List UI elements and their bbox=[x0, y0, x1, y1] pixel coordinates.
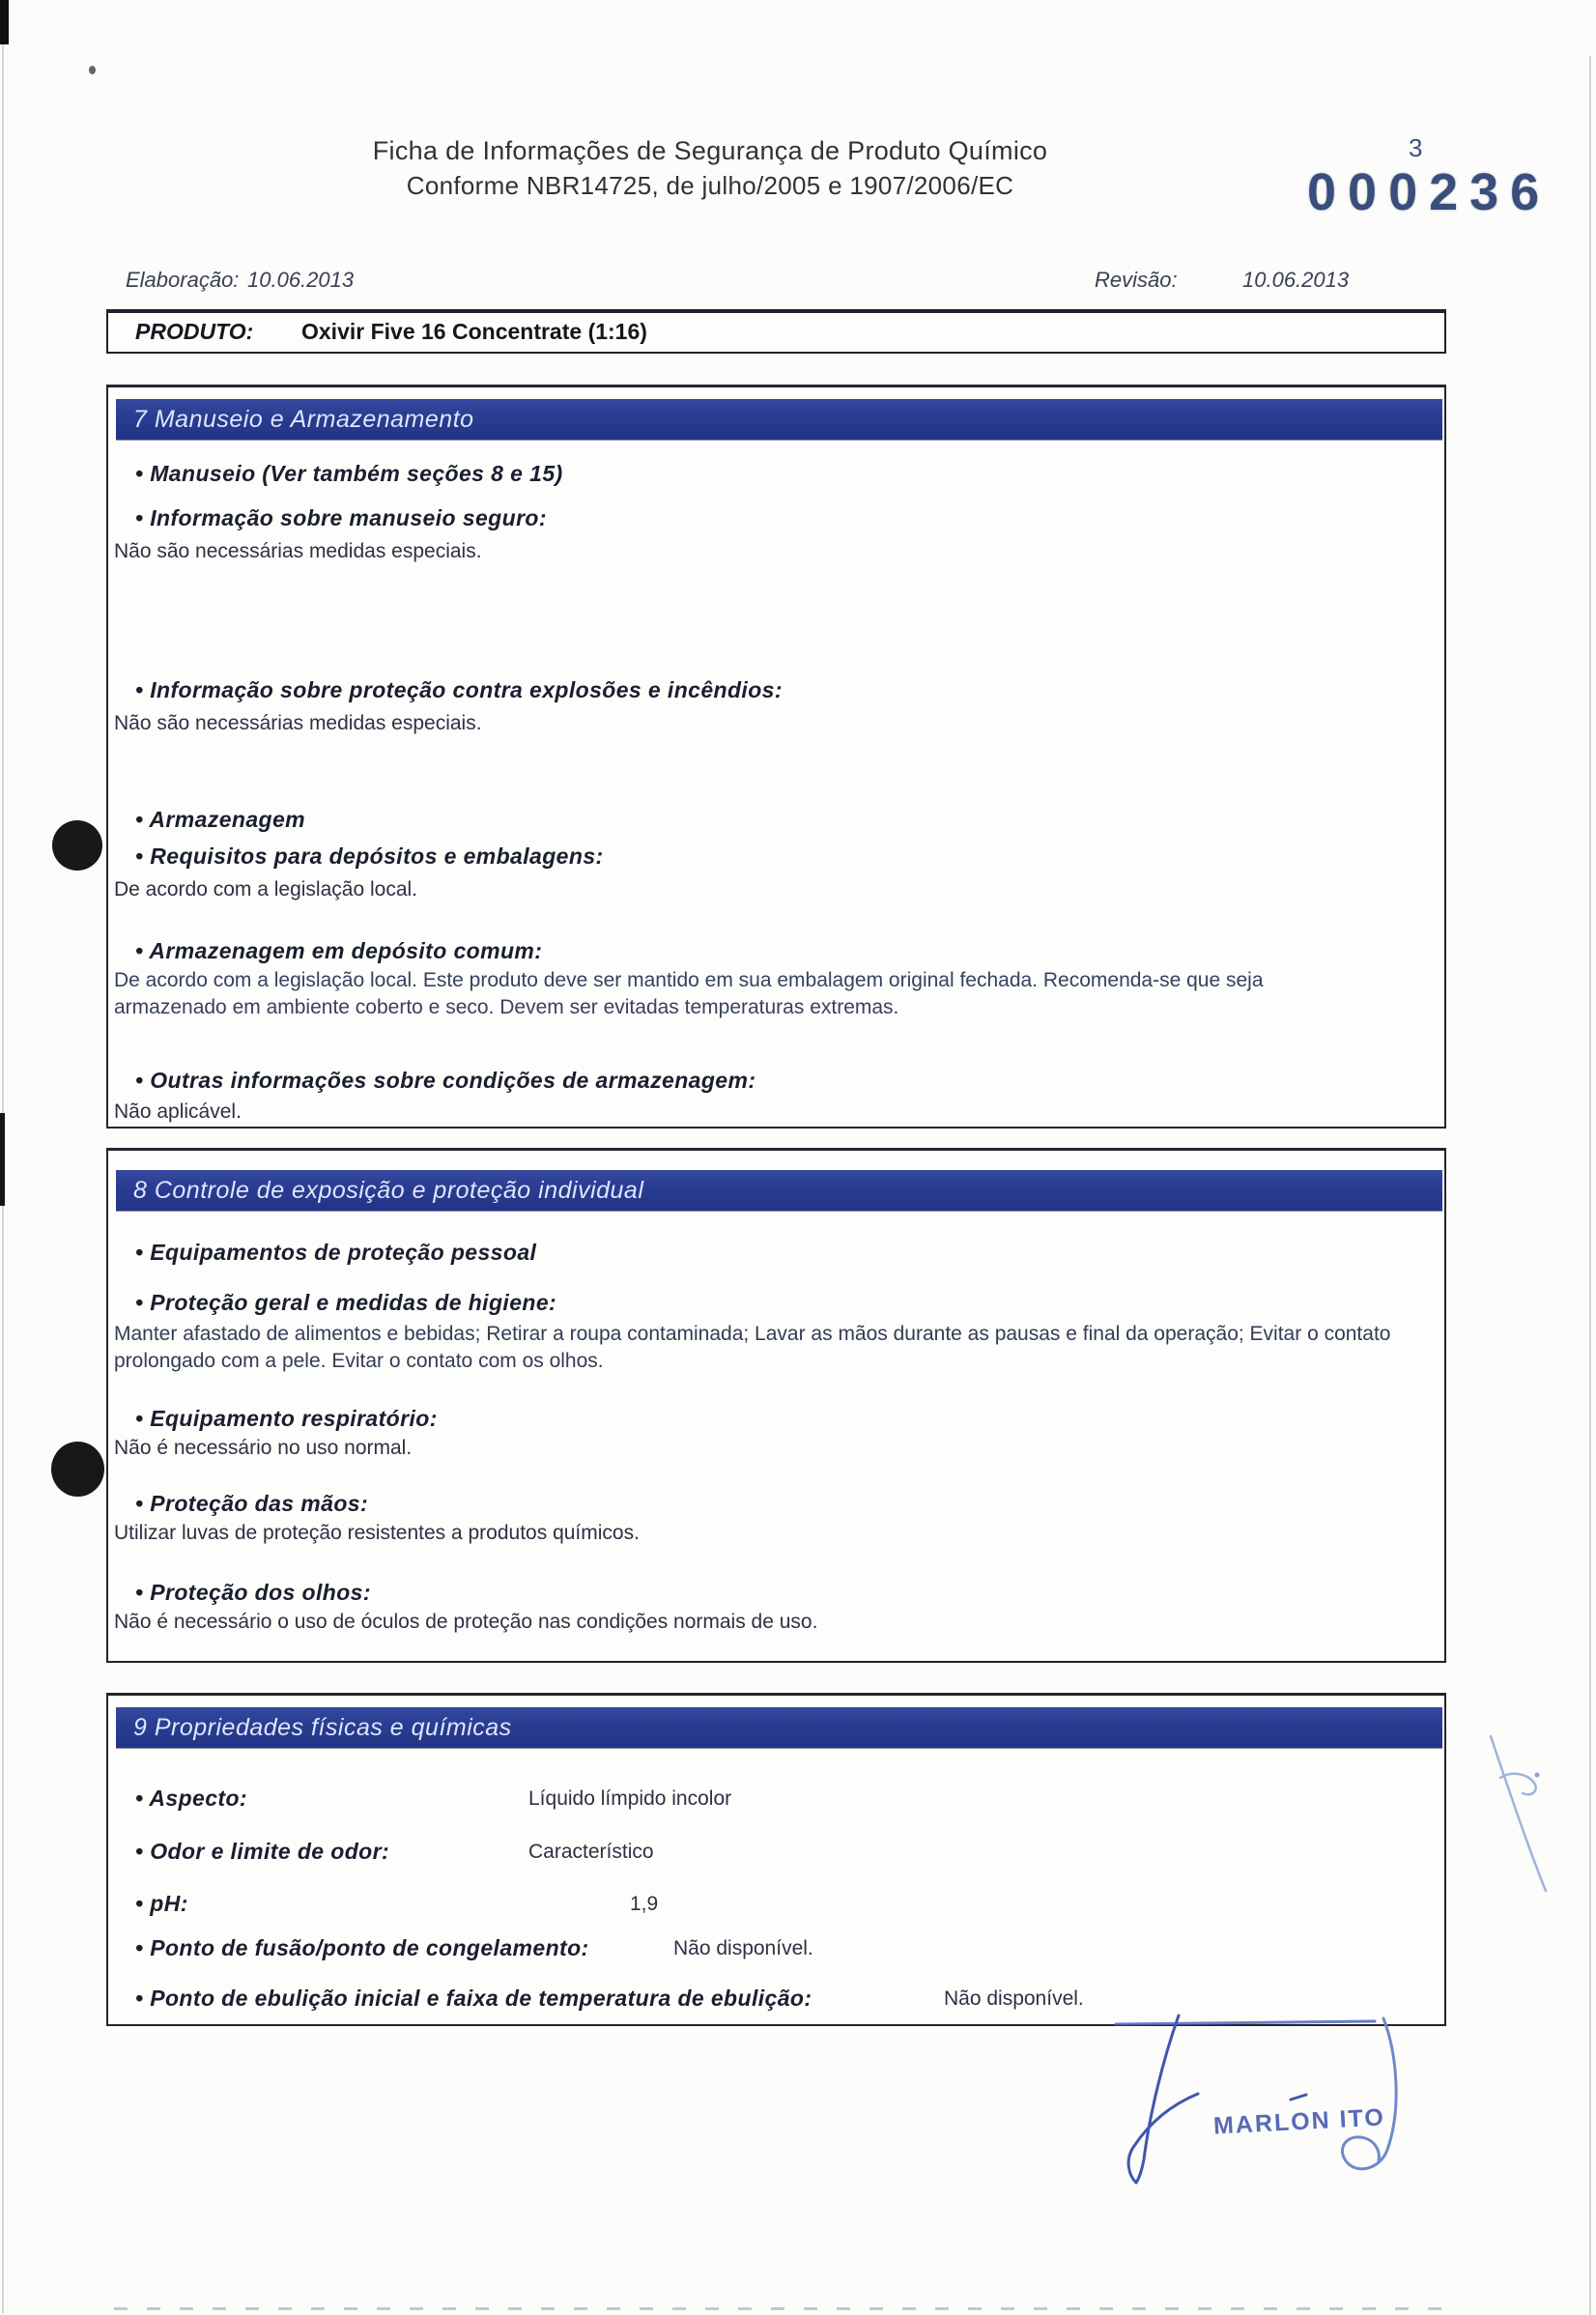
section-9-row-label: • pH: bbox=[135, 1891, 188, 1916]
signature: MARLON ITO bbox=[1212, 2103, 1386, 2140]
section-8-item-label: • Equipamento respiratório: bbox=[135, 1406, 438, 1431]
title-line-1: Ficha de Informações de Segurança de Produto Químico bbox=[372, 136, 1048, 165]
product-name: Oxivir Five 16 Concentrate (1:16) bbox=[301, 319, 647, 344]
revisao-label: Revisão: bbox=[1095, 268, 1178, 292]
section-8-item-text: Não é necessário o uso de óculos de proteção nas condições normais de uso. bbox=[114, 1611, 818, 1633]
revisao-date: 10.06.2013 bbox=[1242, 268, 1350, 292]
product-label: PRODUTO: bbox=[135, 319, 254, 344]
scan-speck bbox=[89, 66, 96, 74]
section-9-row-label: • Ponto de fusão/ponto de congelamento: bbox=[135, 1935, 589, 1960]
section-7-item-label: • Armazenagem em depósito comum: bbox=[135, 938, 543, 963]
elaboracao-date: 10.06.2013 bbox=[247, 268, 355, 292]
section-7-item-label: • Manuseio (Ver também seções 8 e 15) bbox=[135, 461, 563, 486]
section-7-item-label: • Armazenagem bbox=[135, 807, 306, 832]
document-title bbox=[280, 136, 1140, 201]
scan-left-dark-segment bbox=[0, 1113, 5, 1206]
section-9-row-label: • Aspecto: bbox=[135, 1786, 247, 1811]
section-7-item-label: • Requisitos para depósitos e embalagens: bbox=[135, 843, 604, 869]
section-7-box bbox=[106, 385, 1446, 1129]
section-8-item-label: • Equipamentos de proteção pessoal bbox=[135, 1240, 537, 1265]
section-7-item-text: De acordo com a legislação local. bbox=[114, 878, 417, 900]
section-8-item-text: Utilizar luvas de proteção resistentes a produtos químicos. bbox=[114, 1522, 640, 1544]
section-9-row-value: 1,9 bbox=[630, 1893, 659, 1915]
scan-corner-artifact bbox=[0, 0, 9, 44]
section-7-item-text: Não são necessárias medidas especiais. bbox=[114, 712, 482, 734]
section-8-box bbox=[106, 1148, 1446, 1663]
section-9-row-value: Não disponível. bbox=[944, 1987, 1084, 2010]
section-7-item-text: De acordo com a legislação local. Este produto deve ser mantido em sua embalagem original fechada. Recomenda-se que seja armazenado em ambiente coberto e seco. Devem ser evitadas temperaturas extremas. bbox=[114, 969, 1264, 1018]
section-7-item-label: • Informação sobre proteção contra explosões e incêndios: bbox=[135, 677, 783, 702]
section-7-item-label: • Informação sobre manuseio seguro: bbox=[135, 505, 547, 530]
section-9-box bbox=[106, 1693, 1446, 2026]
pen-rubric-mark bbox=[1483, 1729, 1560, 1903]
section-8-item-text: Manter afastado de alimentos e bebidas; Retirar a roupa contaminada; Lavar as mãos durante as pausas e final da operação; Evitar o contato prolongado com a pele. Evitar o contato com os olhos. bbox=[114, 1323, 1391, 1372]
section-8-item-label: • Proteção dos olhos: bbox=[135, 1580, 371, 1605]
section-9-row-value: Característico bbox=[528, 1841, 654, 1863]
elaboracao-label: Elaboração: bbox=[126, 268, 240, 292]
hole-punch-mark-bottom bbox=[51, 1442, 104, 1497]
section-9-row-value: Líquido límpido incolor bbox=[528, 1787, 732, 1810]
section-7-heading: 7 Manuseio e Armazenamento bbox=[116, 399, 1442, 440]
section-8-item-label: • Proteção geral e medidas de higiene: bbox=[135, 1290, 557, 1315]
section-7-item-text: Não são necessárias medidas especiais. bbox=[114, 540, 482, 562]
section-9-row-label: • Ponto de ebulição inicial e faixa de temperatura de ebulição: bbox=[135, 1986, 812, 2011]
section-8-item-text: Não é necessário no uso normal. bbox=[114, 1437, 413, 1459]
section-7-item-label: • Outras informações sobre condições de armazenagem: bbox=[135, 1068, 756, 1093]
section-7-item-text: Não aplicável. bbox=[114, 1100, 242, 1123]
scan-right-edge-line bbox=[1589, 56, 1591, 2315]
section-9-row-value: Não disponível. bbox=[673, 1937, 813, 1959]
section-8-heading: 8 Controle de exposição e proteção individual bbox=[116, 1170, 1442, 1211]
title-line-2: Conforme NBR14725, de julho/2005 e 1907/2006/EC bbox=[406, 171, 1014, 200]
section-9-row-label: • Odor e limite de odor: bbox=[135, 1839, 390, 1864]
section-9-heading: 9 Propriedades físicas e químicas bbox=[116, 1707, 1442, 1748]
section-8-item-label: • Proteção das mãos: bbox=[135, 1491, 369, 1516]
scan-bottom-edge-line bbox=[114, 2307, 1459, 2310]
stamp-number: 000236 bbox=[1307, 163, 1552, 221]
product-box bbox=[106, 309, 1446, 354]
hole-punch-mark-top bbox=[52, 820, 102, 871]
page-number: 3 bbox=[1409, 133, 1423, 162]
